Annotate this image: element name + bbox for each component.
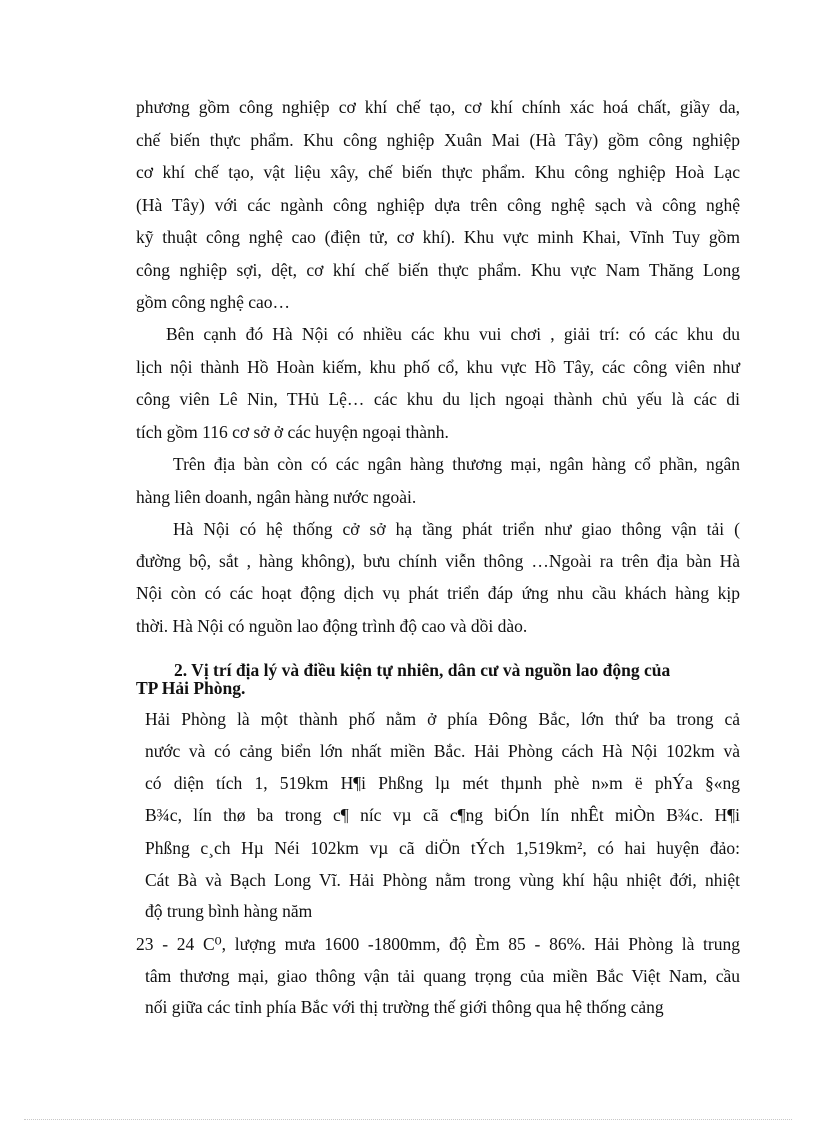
- section-heading-line-2: TP Hải Phòng.: [136, 678, 246, 698]
- paragraph-4-line: Nội còn có các hoạt động dịch vụ phát triển đáp ứng nhu cầu khách hàng kịp: [136, 583, 740, 603]
- paragraph-3-line: hàng liên doanh, ngân hàng nước ngoài.: [136, 487, 417, 507]
- paragraph-2-line: lịch nội thành Hồ Hoàn kiếm, khu phố cổ, khu vực Hồ Tây, các công viên như: [136, 357, 740, 377]
- paragraph-5-line: Hải Phòng là một thành phố nằm ở phía Đông Bắc, lớn thứ ba trong cả: [145, 709, 740, 729]
- paragraph-1-line: cơ khí chế tạo, vật liệu xây, chế biến thực phẩm. Khu công nghiệp Hoà Lạc: [136, 162, 740, 182]
- paragraph-2-line: công viên Lê Nin, THủ Lệ… các khu du lịch ngoại thành chủ yếu là các di: [136, 389, 740, 409]
- paragraph-6-line: 23 - 24 C⁰, lượng mưa 1600 -1800mm, độ Èm 85 - 86%. Hải Phòng là trung: [136, 934, 740, 954]
- paragraph-2-line: Bên cạnh đó Hà Nội có nhiều các khu vui chơi , giải trí: có các khu du: [166, 324, 740, 344]
- paragraph-4-line: đường bộ, sắt , hàng không), bưu chính viễn thông …Ngoài ra trên địa bàn Hà: [136, 551, 740, 571]
- paragraph-5-line: B¾c, lín thø ba trong c¶ níc vµ cã c¶ng biÓn lín nhÊt miÒn B¾c. H¶i: [145, 805, 740, 825]
- paragraph-1-line: (Hà Tây) với các ngành công nghiệp dựa trên công nghệ sạch và công nghệ: [136, 195, 740, 215]
- paragraph-4-line: Hà Nội có hệ thống cở sở hạ tầng phát triển như giao thông vận tải (: [173, 519, 740, 539]
- paragraph-1-line: kỹ thuật công nghệ cao (điện tử, cơ khí). Khu vực minh Khai, Vĩnh Tuy gồm: [136, 227, 740, 247]
- section-heading: [136, 661, 746, 697]
- footer-divider: [24, 1119, 792, 1120]
- paragraph-1-line: phương gồm công nghiệp cơ khí chế tạo, cơ khí chính xác hoá chất, giầy da,: [136, 97, 740, 117]
- paragraph-6-line: tâm thương mại, giao thông vận tải quang trọng của miền Bắc Việt Nam, cầu: [145, 966, 740, 986]
- paragraph-5-line: nước và có cảng biển lớn nhất miền Bắc. Hải Phòng cách Hà Nội 102km và: [145, 741, 740, 761]
- paragraph-5-line: độ trung bình hàng năm: [145, 901, 313, 921]
- paragraph-5-line: Phßng c¸ch Hµ Néi 102km vµ cã diÖn tÝch 1,519km², có hai huyện đảo:: [145, 838, 740, 858]
- paragraph-1-line: công nghiệp sợi, dệt, cơ khí chế biến thực phẩm. Khu vực Nam Thăng Long: [136, 260, 740, 280]
- paragraph-3-line: Trên địa bàn còn có các ngân hàng thương mại, ngân hàng cổ phần, ngân: [173, 454, 740, 474]
- section-heading-line-1: 2. Vị trí địa lý và điều kiện tự nhiên, dân cư và nguồn lao động của: [174, 660, 671, 680]
- paragraph-2-line: tích gồm 116 cơ sở ở các huyện ngoại thành.: [136, 422, 449, 442]
- paragraph-4-line: thời. Hà Nội có nguồn lao động trình độ cao và dồi dào.: [136, 616, 528, 636]
- paragraph-1-line: chế biến thực phẩm. Khu công nghiệp Xuân Mai (Hà Tây) gồm công nghiệp: [136, 130, 740, 150]
- paragraph-5-line: có diện tích 1, 519km H¶i Phßng lµ mét thµnh phè n»m ë phÝa §«ng: [145, 773, 740, 793]
- paragraph-6-line: nối giữa các tỉnh phía Bắc với thị trường thế giới thông qua hệ thống cảng: [145, 997, 664, 1017]
- paragraph-1-line: gồm công nghệ cao…: [136, 292, 291, 312]
- paragraph-5-line: Cát Bà và Bạch Long Vĩ. Hải Phòng nằm trong vùng khí hậu nhiệt đới, nhiệt: [145, 870, 740, 890]
